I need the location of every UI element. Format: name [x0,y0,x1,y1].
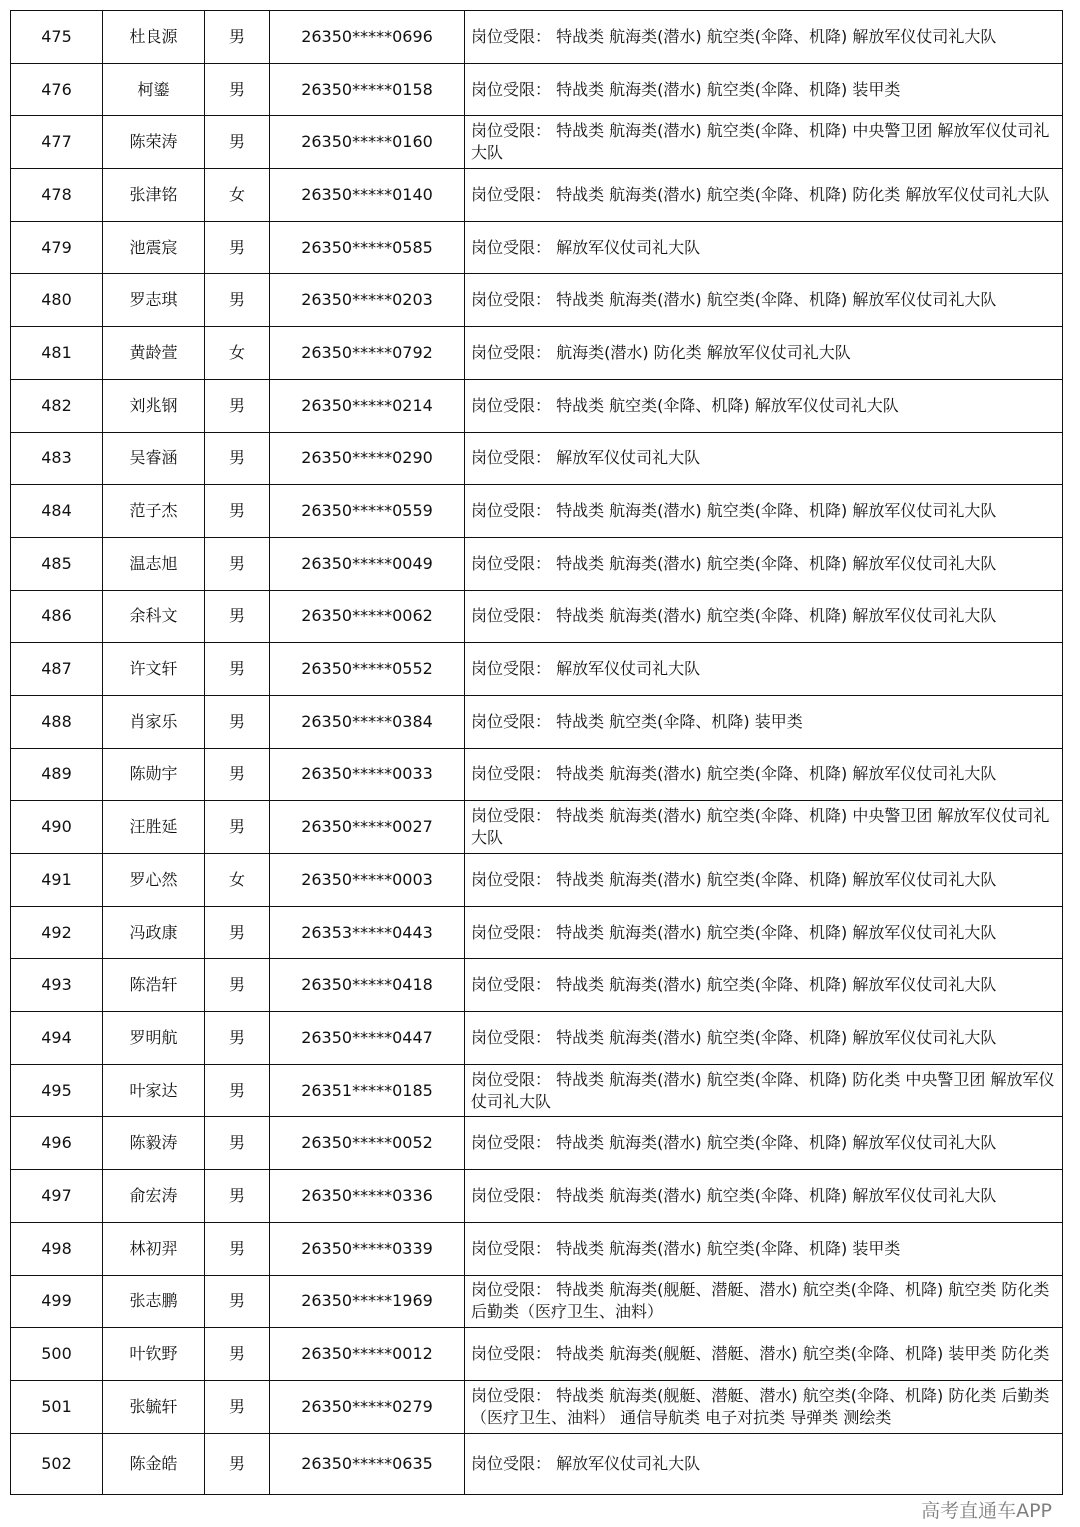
student-name-cell: 余科文 [103,590,205,643]
student-name-cell: 刘兆钢 [103,379,205,432]
gender-cell: 男 [205,379,270,432]
candidate-id-cell: 26350*****0585 [270,221,465,274]
student-name-cell: 张津铭 [103,169,205,222]
gender-cell: 男 [205,1117,270,1170]
student-name-cell: 吴睿涵 [103,432,205,485]
candidate-id-cell: 26350*****0279 [270,1380,465,1433]
restriction-note-cell: 岗位受限： 航海类(潜水) 防化类 解放军仪仗司礼大队 [465,327,1063,380]
restriction-note-cell: 岗位受限： 特战类 航海类(潜水) 航空类(伞降、机降) 解放军仪仗司礼大队 [465,1012,1063,1065]
candidate-id-cell: 26350*****0696 [270,11,465,64]
restriction-note-cell: 岗位受限： 特战类 航海类(舰艇、潜艇、潜水) 航空类(伞降、机降) 装甲类 防化类 [465,1328,1063,1381]
gender-cell: 男 [205,1170,270,1223]
table-row [11,379,1063,432]
candidate-id-cell: 26350*****0384 [270,695,465,748]
row-index-cell: 478 [11,169,103,222]
candidate-id-cell: 26350*****0049 [270,537,465,590]
student-name-cell: 罗心然 [103,854,205,907]
student-name-cell: 罗志琪 [103,274,205,327]
student-name-cell: 黄龄萱 [103,327,205,380]
table-row [11,1117,1063,1170]
candidate-id-cell: 26350*****0214 [270,379,465,432]
candidate-id-cell: 26350*****0552 [270,643,465,696]
gender-cell: 男 [205,959,270,1012]
student-name-cell: 肖家乐 [103,695,205,748]
student-name-cell: 叶钦野 [103,1328,205,1381]
candidate-id-cell: 26351*****0185 [270,1064,465,1117]
candidate-id-cell: 26350*****0559 [270,485,465,538]
table-row [11,906,1063,959]
restriction-note-cell: 岗位受限： 特战类 航海类(舰艇、潜艇、潜水) 航空类(伞降、机降) 防化类 后勤类（医疗卫生、油料） 通信导航类 电子对抗类 导弹类 测绘类 [465,1380,1063,1433]
candidate-id-cell: 26350*****1969 [270,1275,465,1328]
student-name-cell: 陈荣涛 [103,116,205,169]
table-row [11,748,1063,801]
candidate-id-cell: 26350*****0447 [270,1012,465,1065]
candidate-id-cell: 26350*****0336 [270,1170,465,1223]
table-body [11,11,1063,1495]
restriction-note-cell: 岗位受限： 特战类 航海类(潜水) 航空类(伞降、机降) 解放军仪仗司礼大队 [465,748,1063,801]
table-row [11,1064,1063,1117]
row-index-cell: 495 [11,1064,103,1117]
table-row [11,1328,1063,1381]
restriction-note-cell: 岗位受限： 特战类 航海类(潜水) 航空类(伞降、机降) 装甲类 [465,1222,1063,1275]
student-name-cell: 池震宸 [103,221,205,274]
student-name-cell: 温志旭 [103,537,205,590]
student-name-cell: 叶家达 [103,1064,205,1117]
row-index-cell: 475 [11,11,103,64]
table-row [11,643,1063,696]
table-row [11,801,1063,854]
row-index-cell: 477 [11,116,103,169]
gender-cell: 男 [205,1380,270,1433]
student-name-cell: 陈浩轩 [103,959,205,1012]
restriction-note-cell: 岗位受限： 解放军仪仗司礼大队 [465,1433,1063,1494]
gender-cell: 男 [205,643,270,696]
gender-cell: 男 [205,1064,270,1117]
student-name-cell: 林初羿 [103,1222,205,1275]
restriction-note-cell: 岗位受限： 特战类 航海类(潜水) 航空类(伞降、机降) 解放军仪仗司礼大队 [465,274,1063,327]
table-row [11,116,1063,169]
gender-cell: 男 [205,221,270,274]
candidate-id-cell: 26350*****0062 [270,590,465,643]
restriction-note-cell: 岗位受限： 特战类 航海类(潜水) 航空类(伞降、机降) 解放军仪仗司礼大队 [465,906,1063,959]
table-row [11,590,1063,643]
table-row [11,1433,1063,1494]
gender-cell: 男 [205,274,270,327]
gender-cell: 男 [205,1433,270,1494]
restriction-note-cell: 岗位受限： 特战类 航空类(伞降、机降) 装甲类 [465,695,1063,748]
row-index-cell: 480 [11,274,103,327]
row-index-cell: 489 [11,748,103,801]
table-row [11,1380,1063,1433]
candidate-id-cell: 26350*****0033 [270,748,465,801]
gender-cell: 男 [205,537,270,590]
row-index-cell: 485 [11,537,103,590]
gender-cell: 男 [205,906,270,959]
candidate-id-cell: 26350*****0140 [270,169,465,222]
student-name-cell: 陈勋宇 [103,748,205,801]
gender-cell: 男 [205,11,270,64]
candidate-id-cell: 26350*****0418 [270,959,465,1012]
candidate-id-cell: 26350*****0290 [270,432,465,485]
candidate-id-cell: 26350*****0052 [270,1117,465,1170]
gender-cell: 男 [205,590,270,643]
row-index-cell: 476 [11,63,103,116]
restriction-note-cell: 岗位受限： 特战类 航空类(伞降、机降) 解放军仪仗司礼大队 [465,379,1063,432]
student-name-cell: 张毓轩 [103,1380,205,1433]
gender-cell: 男 [205,432,270,485]
row-index-cell: 487 [11,643,103,696]
gender-cell: 男 [205,116,270,169]
candidate-id-cell: 26350*****0160 [270,116,465,169]
student-name-cell: 陈毅涛 [103,1117,205,1170]
student-name-cell: 许文轩 [103,643,205,696]
candidate-id-cell: 26353*****0443 [270,906,465,959]
student-name-cell: 范子杰 [103,485,205,538]
gender-cell: 女 [205,169,270,222]
restriction-note-cell: 岗位受限： 特战类 航海类(潜水) 航空类(伞降、机降) 解放军仪仗司礼大队 [465,590,1063,643]
restriction-note-cell: 岗位受限： 特战类 航海类(潜水) 航空类(伞降、机降) 装甲类 [465,63,1063,116]
row-index-cell: 486 [11,590,103,643]
table-row [11,327,1063,380]
table-row [11,63,1063,116]
restriction-note-cell: 岗位受限： 特战类 航海类(潜水) 航空类(伞降、机降) 解放军仪仗司礼大队 [465,11,1063,64]
table-row [11,169,1063,222]
student-name-cell: 汪胜延 [103,801,205,854]
candidate-id-cell: 26350*****0339 [270,1222,465,1275]
restriction-note-cell: 岗位受限： 特战类 航海类(潜水) 航空类(伞降、机降) 解放军仪仗司礼大队 [465,485,1063,538]
row-index-cell: 501 [11,1380,103,1433]
row-index-cell: 499 [11,1275,103,1328]
restriction-note-cell: 岗位受限： 特战类 航海类(潜水) 航空类(伞降、机降) 解放军仪仗司礼大队 [465,1117,1063,1170]
gender-cell: 男 [205,801,270,854]
restriction-note-cell: 岗位受限： 特战类 航海类(舰艇、潜艇、潜水) 航空类(伞降、机降) 航空类 防化类 后勤类（医疗卫生、油料） [465,1275,1063,1328]
row-index-cell: 492 [11,906,103,959]
row-index-cell: 484 [11,485,103,538]
table-row [11,432,1063,485]
gender-cell: 男 [205,695,270,748]
table-row [11,1222,1063,1275]
table-row [11,221,1063,274]
table-row [11,485,1063,538]
restriction-note-cell: 岗位受限： 解放军仪仗司礼大队 [465,221,1063,274]
row-index-cell: 483 [11,432,103,485]
candidate-id-cell: 26350*****0027 [270,801,465,854]
candidate-id-cell: 26350*****0003 [270,854,465,907]
table-row [11,274,1063,327]
gender-cell: 女 [205,327,270,380]
table-row [11,695,1063,748]
gender-cell: 男 [205,1222,270,1275]
row-index-cell: 488 [11,695,103,748]
gender-cell: 女 [205,854,270,907]
restriction-note-cell: 岗位受限： 解放军仪仗司礼大队 [465,432,1063,485]
row-index-cell: 479 [11,221,103,274]
table-row [11,537,1063,590]
row-index-cell: 493 [11,959,103,1012]
gender-cell: 男 [205,1328,270,1381]
restriction-note-cell: 岗位受限： 特战类 航海类(潜水) 航空类(伞降、机降) 解放军仪仗司礼大队 [465,1170,1063,1223]
gender-cell: 男 [205,1275,270,1328]
restriction-note-cell: 岗位受限： 特战类 航海类(潜水) 航空类(伞降、机降) 中央警卫团 解放军仪仗司礼大队 [465,801,1063,854]
gender-cell: 男 [205,485,270,538]
restriction-table [10,10,1063,1495]
row-index-cell: 498 [11,1222,103,1275]
candidate-id-cell: 26350*****0158 [270,63,465,116]
row-index-cell: 481 [11,327,103,380]
table-row [11,11,1063,64]
restriction-note-cell: 岗位受限： 特战类 航海类(潜水) 航空类(伞降、机降) 中央警卫团 解放军仪仗司礼大队 [465,116,1063,169]
student-name-cell: 冯政康 [103,906,205,959]
row-index-cell: 502 [11,1433,103,1494]
row-index-cell: 500 [11,1328,103,1381]
candidate-id-cell: 26350*****0203 [270,274,465,327]
restriction-note-cell: 岗位受限： 特战类 航海类(潜水) 航空类(伞降、机降) 防化类 中央警卫团 解放军仪仗司礼大队 [465,1064,1063,1117]
row-index-cell: 491 [11,854,103,907]
row-index-cell: 482 [11,379,103,432]
row-index-cell: 490 [11,801,103,854]
student-name-cell: 张志鹏 [103,1275,205,1328]
watermark-text: 高考直通车APP [921,1500,1052,1522]
student-name-cell: 柯鎏 [103,63,205,116]
table-row [11,1275,1063,1328]
restriction-note-cell: 岗位受限： 特战类 航海类(潜水) 航空类(伞降、机降) 解放军仪仗司礼大队 [465,537,1063,590]
candidate-id-cell: 26350*****0792 [270,327,465,380]
row-index-cell: 496 [11,1117,103,1170]
gender-cell: 男 [205,63,270,116]
restriction-note-cell: 岗位受限： 解放军仪仗司礼大队 [465,643,1063,696]
student-name-cell: 陈金皓 [103,1433,205,1494]
restriction-note-cell: 岗位受限： 特战类 航海类(潜水) 航空类(伞降、机降) 解放军仪仗司礼大队 [465,959,1063,1012]
candidate-id-cell: 26350*****0635 [270,1433,465,1494]
candidate-id-cell: 26350*****0012 [270,1328,465,1381]
student-name-cell: 罗明航 [103,1012,205,1065]
row-index-cell: 494 [11,1012,103,1065]
restriction-note-cell: 岗位受限： 特战类 航海类(潜水) 航空类(伞降、机降) 防化类 解放军仪仗司礼大队 [465,169,1063,222]
table-row [11,1012,1063,1065]
table-row [11,854,1063,907]
table-row [11,959,1063,1012]
student-name-cell: 杜良源 [103,11,205,64]
table-row [11,1170,1063,1223]
restriction-note-cell: 岗位受限： 特战类 航海类(潜水) 航空类(伞降、机降) 解放军仪仗司礼大队 [465,854,1063,907]
gender-cell: 男 [205,748,270,801]
gender-cell: 男 [205,1012,270,1065]
row-index-cell: 497 [11,1170,103,1223]
student-name-cell: 俞宏涛 [103,1170,205,1223]
